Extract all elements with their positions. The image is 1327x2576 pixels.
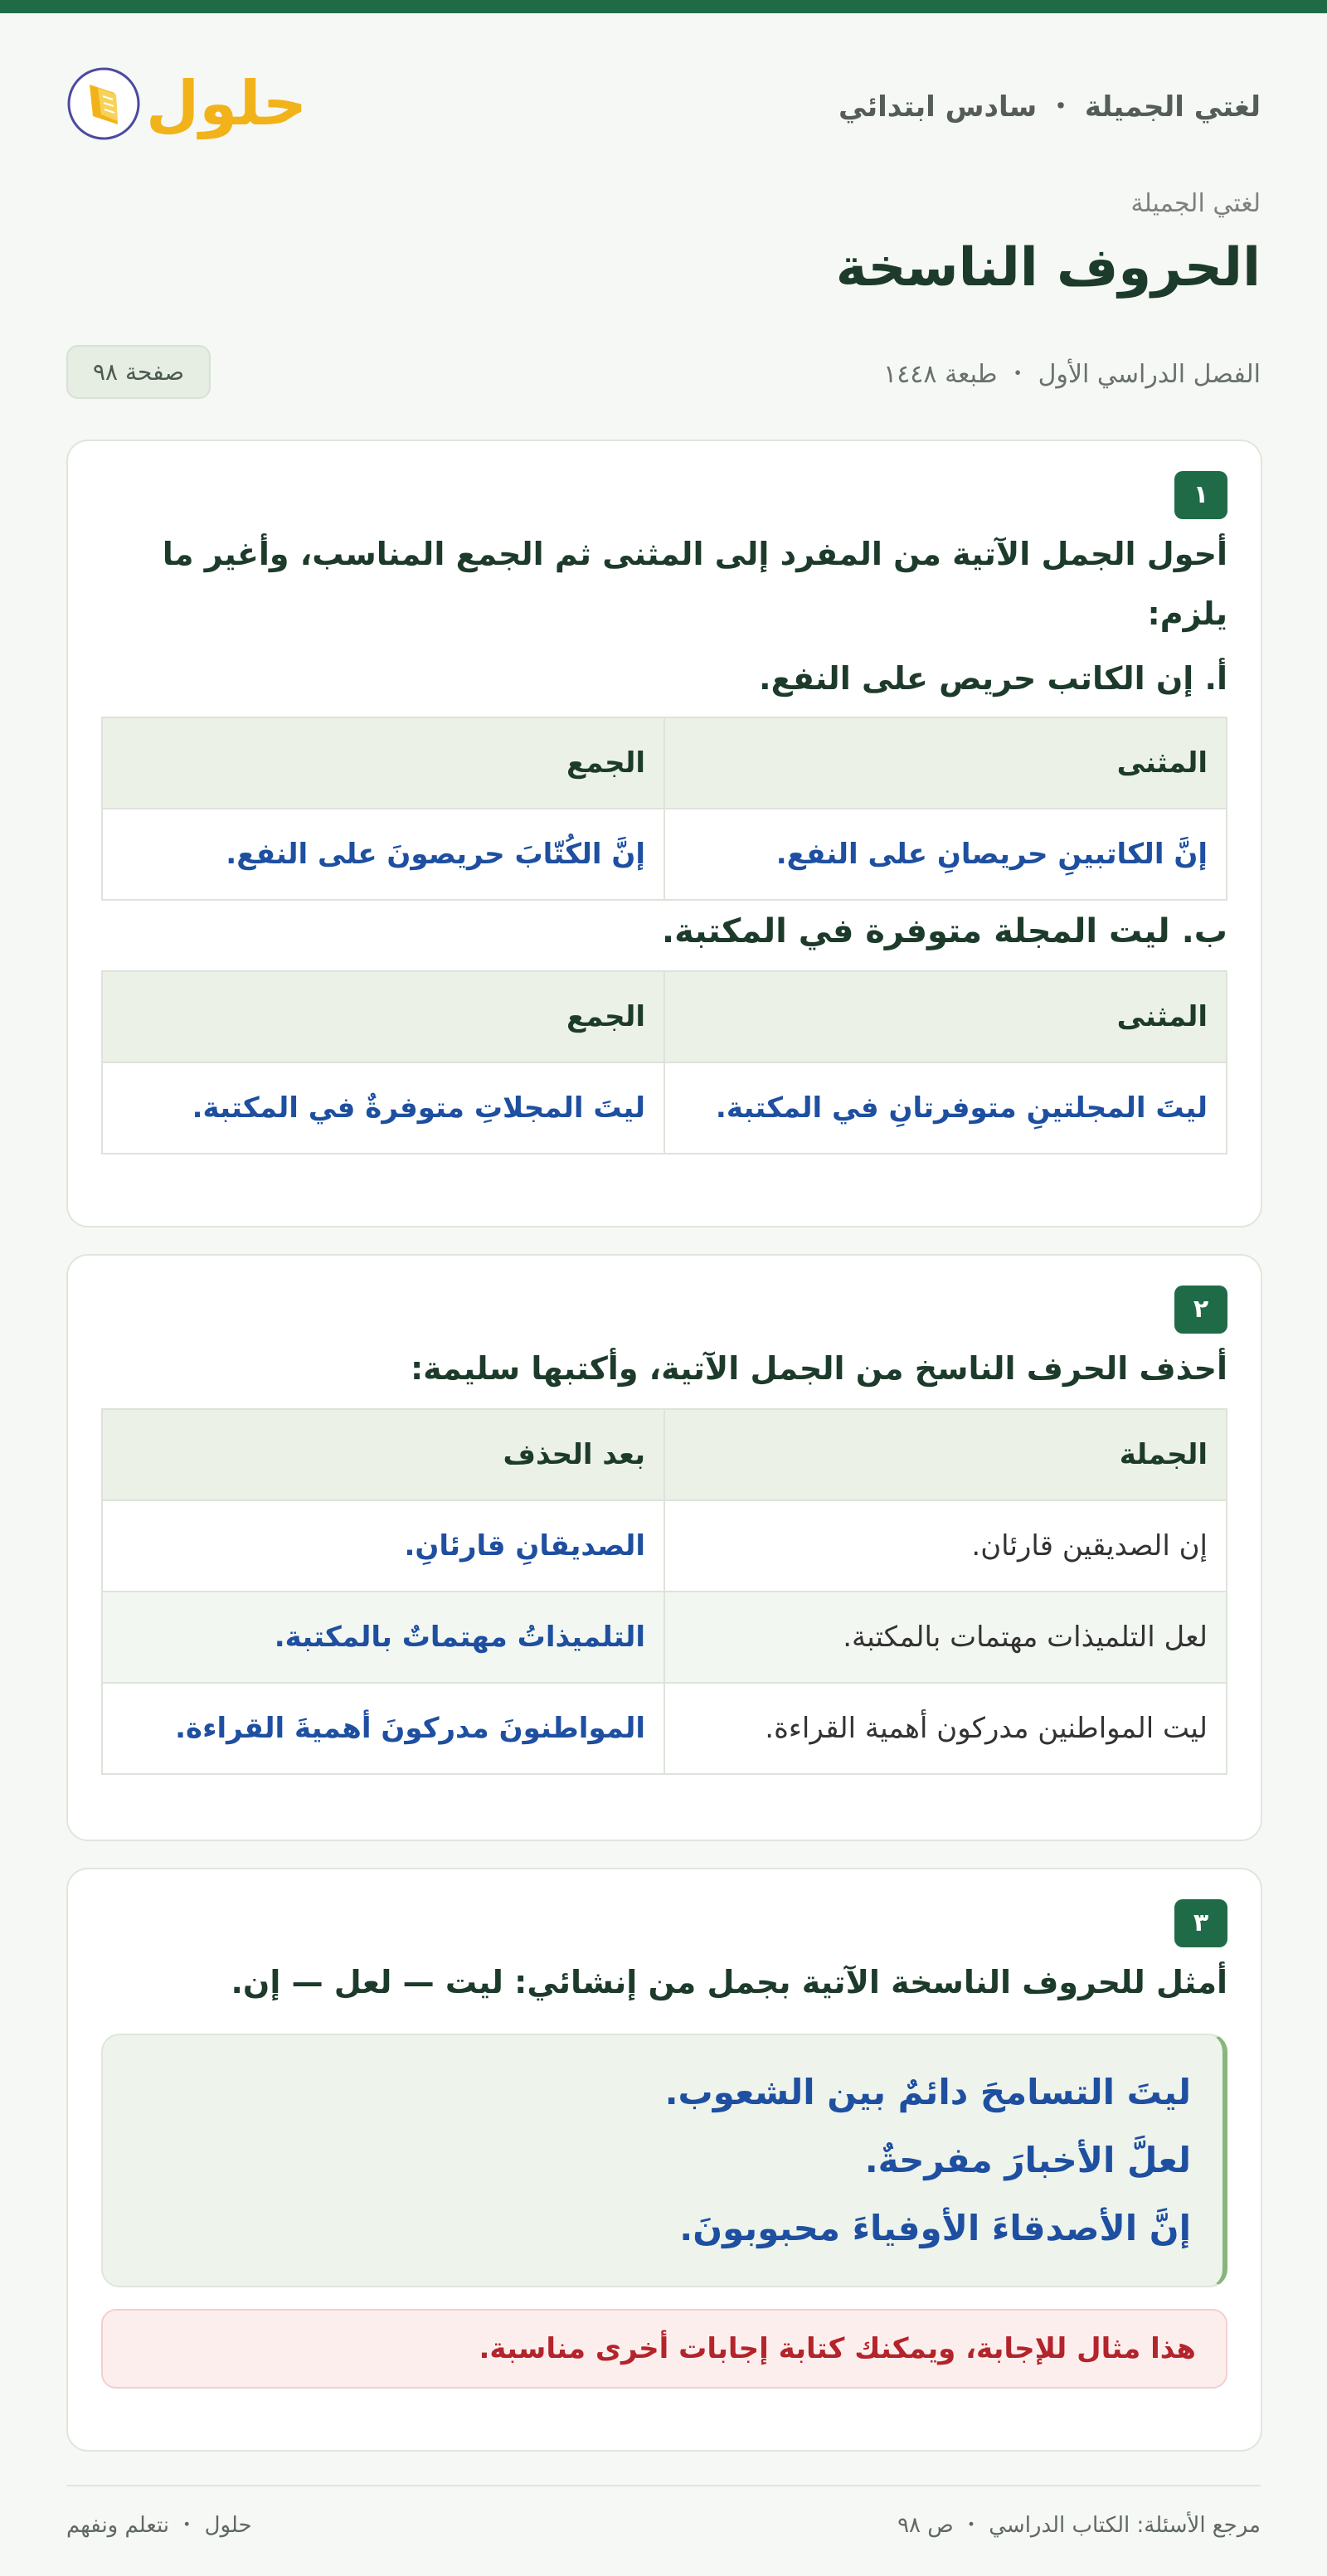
original-sentence: لعل التلميذات مهتمات بالمكتبة.: [664, 1592, 1227, 1683]
question-text: أحول الجمل الآتية من المفرد إلى المثنى ثم الجمع المناسب، وأغير ما يلزم:: [162, 536, 1227, 632]
column-header: الجمع: [102, 717, 664, 809]
subject-label: لغتي الجميلة: [1130, 189, 1261, 218]
question-number: ٣: [1174, 1899, 1227, 1947]
example-sentence: إنَّ الأصدقاءَ الأوفياءَ محبوبونَ.: [679, 2208, 1191, 2248]
table-row: [102, 1592, 1227, 1683]
column-header: الجملة: [664, 1409, 1227, 1500]
table-row: [102, 809, 1227, 900]
plural-answer: ليتَ المجلاتِ متوفرةٌ في المكتبة.: [102, 1062, 664, 1154]
part-b-label: ب. ليت المجلة متوفرة في المكتبة.: [661, 912, 1227, 950]
question-text: أمثل للحروف الناسخة الآتية بجمل من إنشائي: ليت — لعل — إن.: [231, 1964, 1227, 2000]
header-title: لغتي الجميلة ・ سادس ابتدائي: [838, 90, 1261, 124]
example-sentence: لعلَّ الأخبارَ مفرحةٌ.: [864, 2140, 1191, 2180]
example-answers: [101, 2034, 1227, 2287]
answer-table-a: [101, 717, 1227, 901]
corrected-sentence: التلميذاتُ مهتماتٌ بالمكتبة.: [102, 1592, 664, 1683]
table-row: [102, 1500, 1227, 1592]
question-card-3: [66, 1868, 1262, 2452]
dual-answer: ليتَ المجلتينِ متوفرتانِ في المكتبة.: [664, 1062, 1227, 1154]
edition-info: الفصل الدراسي الأول ・ طبعة ١٤٤٨: [883, 360, 1261, 389]
question-text: أحذف الحرف الناسخ من الجمل الآتية، وأكتبها سليمة:: [410, 1350, 1227, 1387]
question-card-1: [66, 440, 1262, 1227]
question-card-2: [66, 1254, 1262, 1841]
answer-note: هذا مثال للإجابة، ويمكنك كتابة إجابات أخرى مناسبة.: [101, 2309, 1227, 2389]
column-header: المثنى: [664, 717, 1227, 809]
top-accent-bar: [0, 0, 1327, 13]
corrected-sentence: الصديقانِ قارئانِ.: [102, 1500, 664, 1592]
dual-answer: إنَّ الكاتبينِ حريصانِ على النفع.: [664, 809, 1227, 900]
page-header: [66, 50, 1261, 158]
footer-brand: حلول ・ نتعلم ونفهم: [66, 2513, 252, 2538]
column-header: المثنى: [664, 971, 1227, 1062]
page-footer: [66, 2485, 1261, 2539]
plural-answer: إنَّ الكُتّابَ حريصونَ على النفع.: [102, 809, 664, 900]
corrected-sentence: المواطنونَ مدركونَ أهميةَ القراءة.: [102, 1683, 664, 1774]
question-number: ١: [1174, 471, 1227, 519]
table-row: [102, 1683, 1227, 1774]
part-a-label: أ. إن الكاتب حريص على النفع.: [759, 660, 1227, 697]
page-badge: صفحة ٩٨: [66, 345, 211, 399]
deletion-table: [101, 1408, 1227, 1775]
logo[interactable]: [66, 66, 307, 141]
column-header: الجمع: [102, 971, 664, 1062]
page-title: الحروف الناسخة: [835, 237, 1261, 299]
logo-text: حلول: [146, 68, 308, 139]
meta-row: [66, 342, 1261, 401]
table-row: [102, 1062, 1227, 1154]
question-number: ٢: [1174, 1286, 1227, 1334]
original-sentence: إن الصديقين قارئان.: [664, 1500, 1227, 1592]
column-header: بعد الحذف: [102, 1409, 664, 1500]
original-sentence: ليت المواطنين مدركون أهمية القراءة.: [664, 1683, 1227, 1774]
book-logo-icon: [66, 66, 141, 141]
answer-table-b: [101, 970, 1227, 1154]
footer-reference: مرجع الأسئلة: الكتاب الدراسي ・ ص ٩٨: [897, 2513, 1261, 2538]
example-sentence: ليتَ التسامحَ دائمٌ بين الشعوب.: [664, 2072, 1191, 2112]
